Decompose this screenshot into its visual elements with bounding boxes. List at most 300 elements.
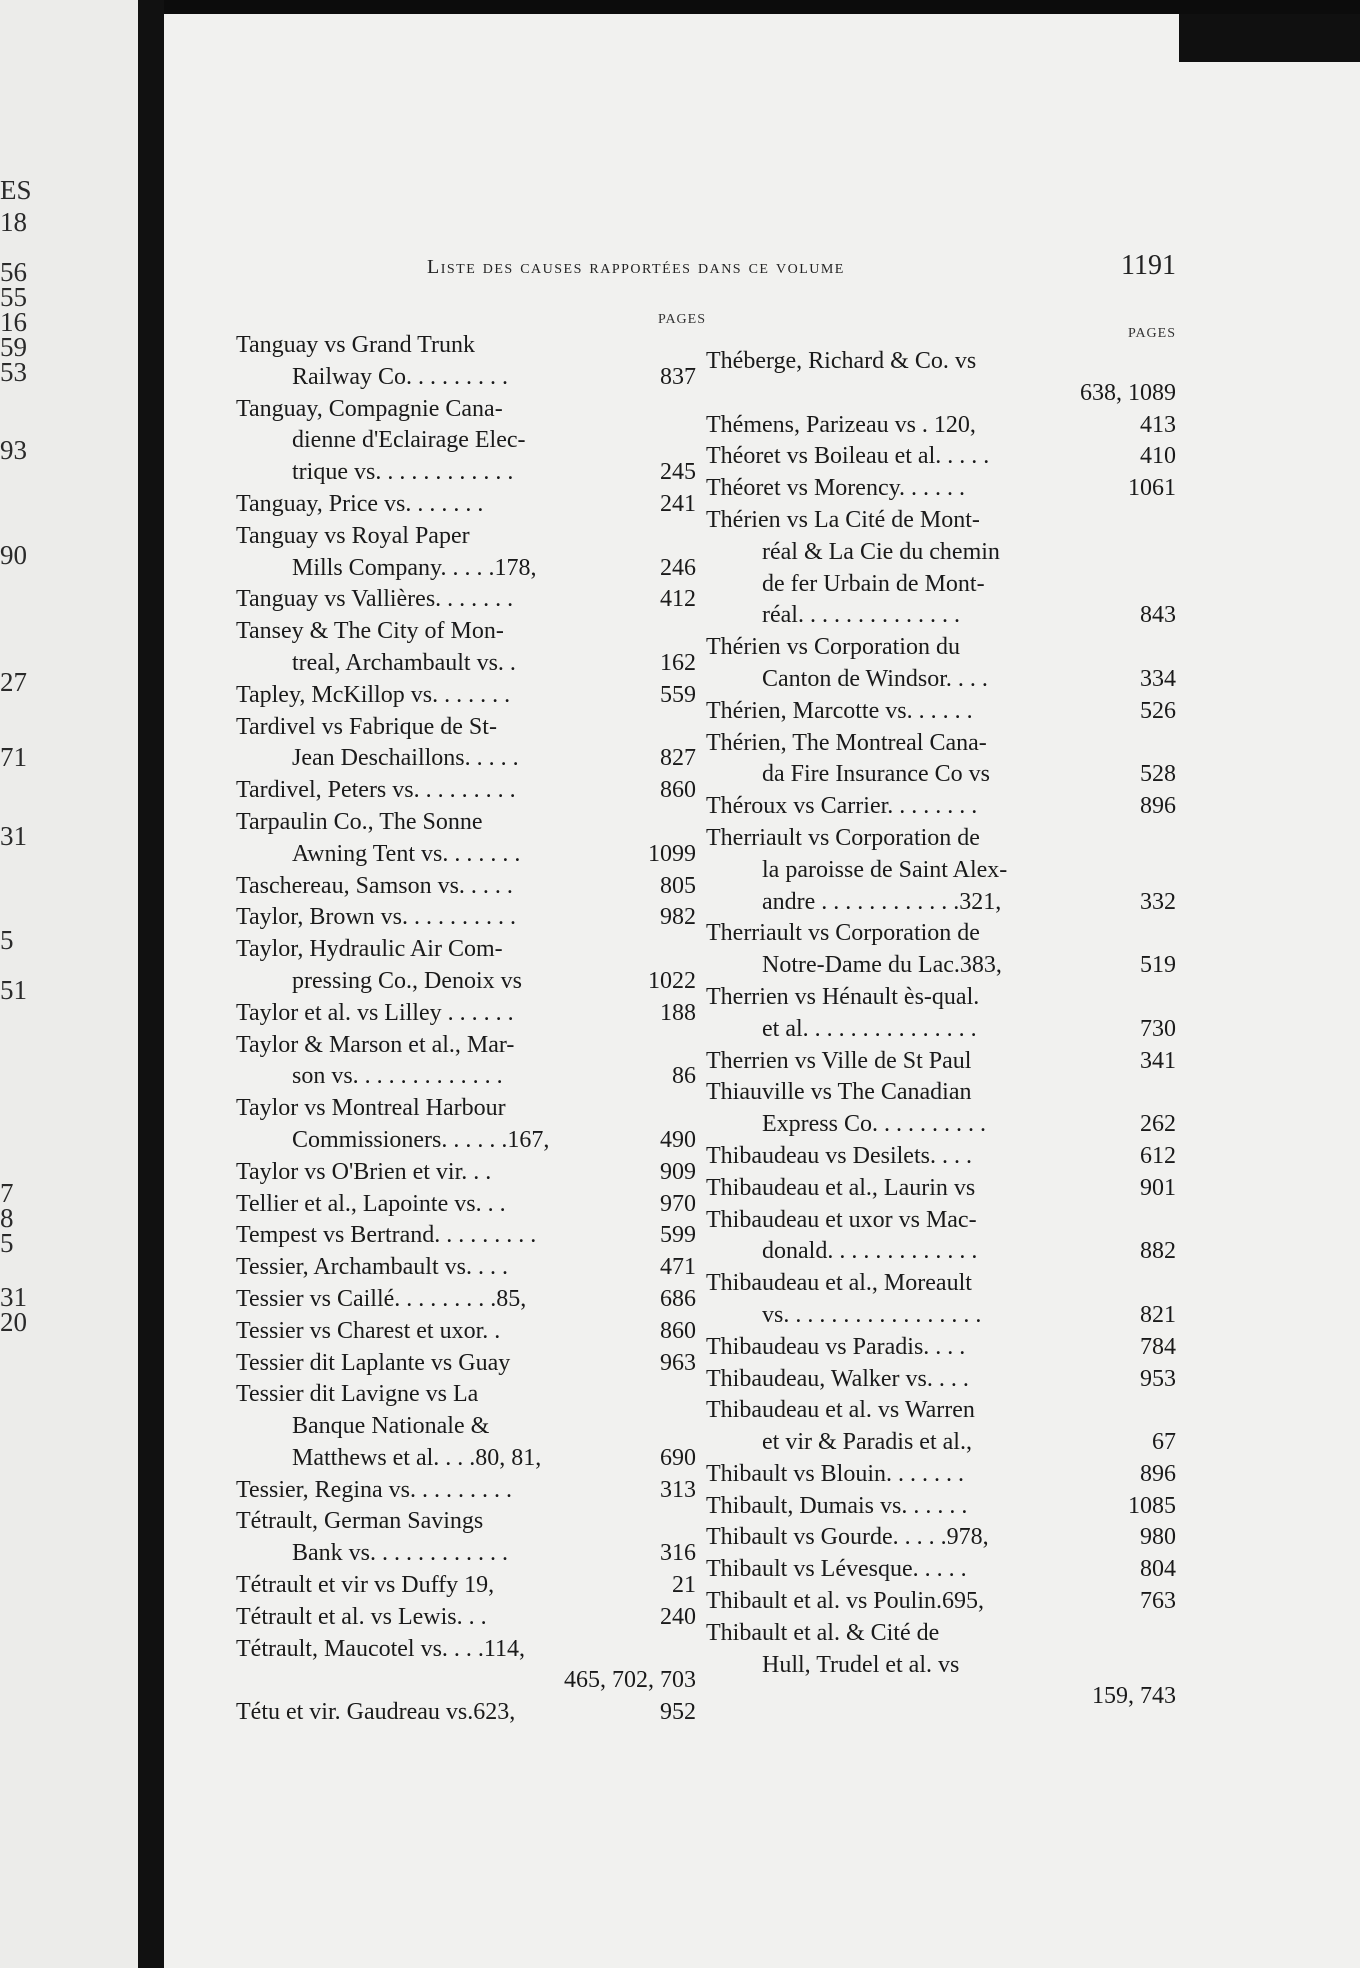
entry-text: Thibaudeau vs Paradis. . . . (706, 1333, 966, 1360)
page-reference: 909 (660, 1158, 696, 1185)
right-entries (706, 346, 1176, 1713)
index-entry (706, 696, 1176, 728)
entry-text: Thibault et al. & Cité de (706, 1619, 940, 1646)
entry-line (236, 1411, 696, 1443)
page-reference: 341 (1140, 1047, 1176, 1074)
index-entry (236, 1252, 696, 1284)
page-reference: 490 (660, 1126, 696, 1153)
page-reference: 526 (1140, 697, 1176, 724)
page-reference: 162 (660, 649, 696, 676)
entry-line (706, 1586, 1176, 1618)
entry-line (706, 1173, 1176, 1205)
entry-line (236, 839, 696, 871)
page-reference: 690 (660, 1444, 696, 1471)
entry-line (706, 950, 1176, 982)
entry-line (706, 887, 1176, 919)
entry-line (236, 1189, 696, 1221)
facing-page-fragment: 53 (0, 357, 27, 387)
entry-text: Railway Co. . . . . . . . . (292, 363, 508, 390)
page-reference: 241 (660, 490, 696, 517)
entry-line (706, 1332, 1176, 1364)
entry-text: Théoret vs Morency. . . . . . (706, 475, 966, 502)
page-reference: 952 (660, 1699, 696, 1726)
index-entry (236, 330, 696, 394)
entry-text: Tétrault et al. vs Lewis. . . (236, 1603, 487, 1630)
page-reference: 21 (672, 1572, 696, 1599)
entry-text: Thérien vs Corporation du (706, 634, 960, 661)
index-entry (236, 1157, 696, 1189)
entry-text: Tanguay, Price vs. . . . . . . (236, 490, 484, 517)
entry-line (706, 1395, 1176, 1427)
index-entry (706, 1364, 1176, 1396)
page-reference: 896 (1140, 793, 1176, 820)
facing-page-fragment: 93 (0, 435, 27, 465)
entry-line (706, 1681, 1176, 1713)
page-reference: 686 (660, 1285, 696, 1312)
entry-line (706, 696, 1176, 728)
entry-text: Tanguay vs Vallières. . . . . . . (236, 586, 514, 613)
page-reference: 332 (1140, 888, 1176, 915)
entry-line (236, 1030, 696, 1062)
index-entry (706, 632, 1176, 696)
facing-page-fragment: 8 (0, 1203, 14, 1233)
index-entry (236, 998, 696, 1030)
entry-line (236, 425, 696, 457)
entry-line (236, 1125, 696, 1157)
entry-text: Tardivel, Peters vs. . . . . . . . . (236, 777, 516, 804)
page-reference: 465, 702, 703 (564, 1667, 696, 1694)
index-entry (236, 616, 696, 680)
page-reference: 730 (1140, 1015, 1176, 1042)
index-entry (236, 1220, 696, 1252)
page-reference: 805 (660, 872, 696, 899)
index-entry (236, 1634, 696, 1698)
entry-text: Tansey & The City of Mon- (236, 618, 504, 645)
index-entry (706, 791, 1176, 823)
index-entry (236, 775, 696, 807)
entry-line (706, 441, 1176, 473)
pages-label: PAGES (1127, 326, 1176, 341)
entry-text: donald. . . . . . . . . . . . . (762, 1238, 978, 1265)
page-reference: 86 (672, 1063, 696, 1090)
page-reference: 67 (1152, 1429, 1176, 1456)
scan-dark-corner (1179, 14, 1360, 62)
index-entry (236, 1093, 696, 1157)
index-entry (706, 441, 1176, 473)
entry-line (706, 1650, 1176, 1682)
index-entry (706, 1554, 1176, 1586)
entry-line (236, 648, 696, 680)
entry-line (706, 982, 1176, 1014)
entry-text: Tessier vs Caillé. . . . . . . . .85, (236, 1285, 527, 1312)
entry-text: Thibaudeau vs Desilets. . . . (706, 1142, 972, 1169)
entry-text: Thibaudeau et uxor vs Mac- (706, 1206, 977, 1233)
book-gutter (138, 0, 164, 1968)
entry-text: Thibault et al. vs Poulin.695, (706, 1588, 984, 1615)
page-reference: 188 (660, 999, 696, 1026)
index-entry (706, 728, 1176, 792)
entry-line (706, 823, 1176, 855)
entry-text: Tessier vs Charest et uxor. . (236, 1317, 501, 1344)
entry-text: Tellier et al., Lapointe vs. . . (236, 1190, 506, 1217)
facing-page-fragment: 31 (0, 1282, 27, 1312)
entry-line (236, 680, 696, 712)
entry-text: da Fire Insurance Co vs (762, 761, 990, 788)
entry-text: Thibaudeau et al., Moreault (706, 1270, 972, 1297)
entry-line (706, 1300, 1176, 1332)
entry-line (236, 553, 696, 585)
entry-line (706, 1618, 1176, 1650)
entry-text: de fer Urbain de Mont- (762, 570, 985, 597)
entry-text: Tétrault, Maucotel vs. . . .114, (236, 1635, 526, 1662)
entry-line (706, 473, 1176, 505)
index-entry (236, 1506, 696, 1570)
facing-page-fragment: 5 (0, 1228, 14, 1258)
index-entry (706, 1173, 1176, 1205)
entry-line (236, 394, 696, 426)
entry-line (706, 1522, 1176, 1554)
entry-line (706, 1141, 1176, 1173)
index-entry (236, 712, 696, 776)
entry-line (706, 1236, 1176, 1268)
entry-line (706, 1046, 1176, 1078)
pages-label: PAGES (657, 312, 706, 327)
entry-text: Therriault vs Corporation de (706, 824, 980, 851)
index-entry (236, 1697, 696, 1729)
page-reference: 804 (1140, 1556, 1176, 1583)
entry-line (236, 1602, 696, 1634)
facing-page-fragment: 59 (0, 332, 27, 362)
index-entry (236, 871, 696, 903)
entry-line (236, 1061, 696, 1093)
entry-text: Thibault vs Blouin. . . . . . . (706, 1460, 964, 1487)
entry-text: Tétrault et vir vs Duffy 19, (236, 1572, 495, 1599)
entry-text: treal, Archambault vs. . (292, 649, 516, 676)
facing-page-edge (0, 0, 138, 1968)
index-entry (236, 1189, 696, 1221)
index-entry (236, 1379, 696, 1474)
entry-text: Hull, Trudel et al. vs (762, 1651, 960, 1678)
entry-text: Tétrault, German Savings (236, 1508, 484, 1535)
entry-text: Thibault, Dumais vs. . . . . . (706, 1492, 968, 1519)
entry-text: Tanguay vs Grand Trunk (236, 332, 475, 358)
facing-page-fragment: 20 (0, 1307, 27, 1337)
entry-line (706, 1427, 1176, 1459)
entry-line (236, 1538, 696, 1570)
facing-page-fragment: 56 (0, 257, 27, 287)
page-reference: 313 (660, 1476, 696, 1503)
entry-text: Tessier dit Lavigne vs La (236, 1381, 479, 1408)
index-entry (706, 1522, 1176, 1554)
index-entry (236, 1348, 696, 1380)
entry-line (236, 1443, 696, 1475)
entry-text: andre . . . . . . . . . . . .321, (762, 888, 1002, 915)
entry-text: Taylor vs Montreal Harbour (236, 1095, 506, 1122)
index-entry (706, 1618, 1176, 1713)
index-entry (236, 1030, 696, 1094)
page-reference: 159, 743 (1092, 1683, 1176, 1710)
entry-text: Tardivel vs Fabrique de St- (236, 713, 497, 740)
page-reference: 860 (660, 777, 696, 804)
entry-text: Théroux vs Carrier. . . . . . . . (706, 793, 978, 820)
entry-text: dienne d'Eclairage Elec- (292, 427, 526, 454)
entry-line (706, 728, 1176, 760)
entry-line (236, 1284, 696, 1316)
index-entry (706, 982, 1176, 1046)
entry-text: Thibaudeau et al., Laurin vs (706, 1174, 976, 1201)
entry-text: Matthews et al. . . .80, 81, (292, 1444, 542, 1471)
entry-line (236, 743, 696, 775)
index-entry (706, 473, 1176, 505)
entry-line (706, 791, 1176, 823)
entry-line (236, 1570, 696, 1602)
index-entry (706, 1077, 1176, 1141)
page-reference: 982 (660, 904, 696, 931)
entry-text: trique vs. . . . . . . . . . . . (292, 459, 514, 486)
entry-line (706, 1205, 1176, 1237)
entry-text: Thérien, Marcotte vs. . . . . . (706, 697, 973, 724)
index-entry (236, 584, 696, 616)
entry-line (706, 378, 1176, 410)
entry-line (706, 569, 1176, 601)
page-reference: 410 (1140, 443, 1176, 470)
entry-line (236, 1220, 696, 1252)
entry-text: Taylor & Marson et al., Mar- (236, 1031, 515, 1058)
entry-text: Therriault vs Corporation de (706, 920, 980, 947)
entry-line (706, 664, 1176, 696)
page-reference: 901 (1140, 1174, 1176, 1201)
entry-text: la paroisse de Saint Alex- (762, 856, 1008, 883)
entry-text: Notre-Dame du Lac.383, (762, 952, 1002, 979)
entry-text: Express Co. . . . . . . . . . (762, 1111, 986, 1138)
entry-line (236, 616, 696, 648)
entry-line (236, 871, 696, 903)
page-reference: 896 (1140, 1460, 1176, 1487)
facing-page-fragment: 55 (0, 282, 27, 312)
entry-line (706, 1014, 1176, 1046)
entry-text: son vs. . . . . . . . . . . . . (292, 1063, 503, 1090)
index-entry (236, 902, 696, 934)
entry-line (236, 1506, 696, 1538)
page-reference: 334 (1140, 665, 1176, 692)
index-entry (706, 1268, 1176, 1332)
entry-text: Thémens, Parizeau vs . 120, (706, 411, 976, 438)
index-entry (706, 1332, 1176, 1364)
entry-text: Thibaudeau, Walker vs. . . . (706, 1365, 969, 1392)
entry-text: réal. . . . . . . . . . . . . . (762, 602, 960, 629)
entry-line (236, 1157, 696, 1189)
page-reference: 953 (1140, 1365, 1176, 1392)
entry-text: Bank vs. . . . . . . . . . . . (292, 1540, 508, 1567)
page-reference: 599 (660, 1222, 696, 1249)
entry-text: Tétu et vir. Gaudreau vs.623, (236, 1699, 516, 1726)
entry-text: Tanguay vs Royal Paper (236, 522, 470, 549)
entry-text: Thérien, The Montreal Cana- (706, 729, 987, 756)
entry-line (706, 1109, 1176, 1141)
page-reference: 559 (660, 681, 696, 708)
entry-text: Mills Company. . . . .178, (292, 554, 537, 581)
entry-line (236, 998, 696, 1030)
entry-line (236, 712, 696, 744)
entry-text: Taylor, Brown vs. . . . . . . . . . (236, 904, 517, 931)
page-reference: 837 (660, 363, 696, 390)
entry-text: réal & La Cie du chemin (762, 538, 1000, 565)
index-entry (236, 1316, 696, 1348)
page-reference: 262 (1140, 1111, 1176, 1138)
index-entry (236, 934, 696, 998)
page-reference: 1085 (1128, 1492, 1176, 1519)
facing-page-fragment: 90 (0, 540, 27, 570)
entry-text: Tarpaulin Co., The Sonne (236, 808, 483, 835)
entry-line (706, 600, 1176, 632)
entry-text: Taylor, Hydraulic Air Com- (236, 936, 503, 963)
entry-text: Banque Nationale & (292, 1413, 490, 1440)
left-entries (236, 330, 696, 1729)
page-reference: 240 (660, 1603, 696, 1630)
page-reference: 963 (660, 1349, 696, 1376)
entry-line (236, 1634, 696, 1666)
page-reference: 413 (1140, 411, 1176, 438)
entry-text: et al. . . . . . . . . . . . . . . (762, 1015, 977, 1042)
index-entry (236, 521, 696, 585)
page-reference: 519 (1140, 952, 1176, 979)
entry-line (236, 902, 696, 934)
entry-text: Taschereau, Samson vs. . . . . (236, 872, 513, 899)
entry-text: Commissioners. . . . . .167, (292, 1126, 550, 1153)
page-reference: 827 (660, 745, 696, 772)
index-entry (236, 1475, 696, 1507)
index-entry (236, 1570, 696, 1602)
entry-line (236, 775, 696, 807)
page-reference: 412 (660, 586, 696, 613)
entry-line (236, 330, 696, 362)
page-reference: 860 (660, 1317, 696, 1344)
entry-text: Tessier, Archambault vs. . . . (236, 1254, 508, 1281)
entry-line (706, 346, 1176, 378)
entry-text: Jean Deschaillons. . . . . (292, 745, 519, 772)
page-reference: 316 (660, 1540, 696, 1567)
entry-line (236, 584, 696, 616)
index-entry (706, 918, 1176, 982)
entry-text: Tessier dit Laplante vs Guay (236, 1349, 511, 1376)
facing-page-fragment: 16 (0, 307, 27, 337)
facing-page-fragment: 7 (0, 1178, 14, 1208)
entry-text: Théoret vs Boileau et al. . . . . (706, 443, 990, 470)
index-entry (706, 1046, 1176, 1078)
entry-line (236, 1697, 696, 1729)
entry-text: Tempest vs Bertrand. . . . . . . . . (236, 1222, 537, 1249)
page-reference: 843 (1140, 602, 1176, 629)
page-reference: 1099 (648, 840, 696, 867)
entry-line (236, 934, 696, 966)
page-reference: 763 (1140, 1588, 1176, 1615)
entry-text: Tapley, McKillop vs. . . . . . . (236, 681, 511, 708)
entry-line (236, 457, 696, 489)
entry-line (236, 362, 696, 394)
page-reference: 1061 (1128, 475, 1176, 502)
entry-text: pressing Co., Denoix vs (292, 967, 522, 994)
running-header (262, 248, 1182, 288)
page-reference: 246 (660, 554, 696, 581)
page-reference: 821 (1140, 1301, 1176, 1328)
facing-page-fragment: 71 (0, 742, 27, 772)
page-reference: 882 (1140, 1238, 1176, 1265)
entry-line (236, 807, 696, 839)
facing-page-fragment: 31 (0, 821, 27, 851)
index-entry (236, 1284, 696, 1316)
page-reference: 612 (1140, 1142, 1176, 1169)
facing-page-fragment: 18 (0, 207, 27, 237)
page-reference: 245 (660, 459, 696, 486)
entry-text: Thibaudeau et al. vs Warren (706, 1397, 975, 1424)
entry-text: Thibault vs Lévesque. . . . . (706, 1556, 967, 1583)
index-entry (706, 1141, 1176, 1173)
entry-text: Taylor vs O'Brien et vir. . . (236, 1158, 492, 1185)
entry-text: vs. . . . . . . . . . . . . . . . . (762, 1301, 982, 1328)
index-entry (236, 489, 696, 521)
entry-line (706, 1459, 1176, 1491)
entry-line (706, 1491, 1176, 1523)
entry-text: Therrien vs Hénault ès-qual. (706, 983, 980, 1010)
entry-line (706, 918, 1176, 950)
entry-text: Tanguay, Compagnie Cana- (236, 395, 503, 422)
entry-line (236, 1665, 696, 1697)
index-entry (706, 346, 1176, 410)
running-title: Liste des causes rapportées dans ce volume (427, 256, 845, 278)
facing-page-fragment: 5 (0, 925, 14, 955)
index-entry (706, 823, 1176, 918)
page-reference: 1022 (648, 967, 696, 994)
entry-line (706, 1554, 1176, 1586)
entry-line (236, 1475, 696, 1507)
page-reference: 980 (1140, 1524, 1176, 1551)
index-entry (706, 1491, 1176, 1523)
entry-line (706, 632, 1176, 664)
page-reference: 970 (660, 1190, 696, 1217)
index-entry (706, 1459, 1176, 1491)
page-reference: 471 (660, 1254, 696, 1281)
entry-text: Thérien vs La Cité de Mont- (706, 506, 980, 533)
page-reference: 784 (1140, 1333, 1176, 1360)
entry-line (236, 1252, 696, 1284)
entry-text: Taylor et al. vs Lilley . . . . . . (236, 999, 514, 1026)
entry-line (706, 1364, 1176, 1396)
page-reference: 528 (1140, 761, 1176, 788)
entry-line (706, 1268, 1176, 1300)
index-entry (706, 505, 1176, 632)
entry-line (706, 1077, 1176, 1109)
entry-line (236, 1316, 696, 1348)
entry-line (706, 505, 1176, 537)
entry-line (236, 1093, 696, 1125)
entry-text: et vir & Paradis et al., (762, 1429, 972, 1456)
entry-line (236, 1348, 696, 1380)
index-entry (236, 807, 696, 871)
entry-line (236, 966, 696, 998)
entry-text: Thibault vs Gourde. . . . .978, (706, 1524, 989, 1551)
entry-text: Tessier, Regina vs. . . . . . . . . (236, 1476, 512, 1503)
entry-text: Awning Tent vs. . . . . . . (292, 840, 521, 867)
index-entry (706, 1395, 1176, 1459)
facing-page-fragment: 27 (0, 667, 27, 697)
index-entry (706, 1205, 1176, 1269)
entry-line (706, 537, 1176, 569)
entry-line (706, 855, 1176, 887)
entry-text: Therrien vs Ville de St Paul (706, 1047, 972, 1074)
index-entry (706, 410, 1176, 442)
index-entry (706, 1586, 1176, 1618)
index-entry (236, 394, 696, 489)
